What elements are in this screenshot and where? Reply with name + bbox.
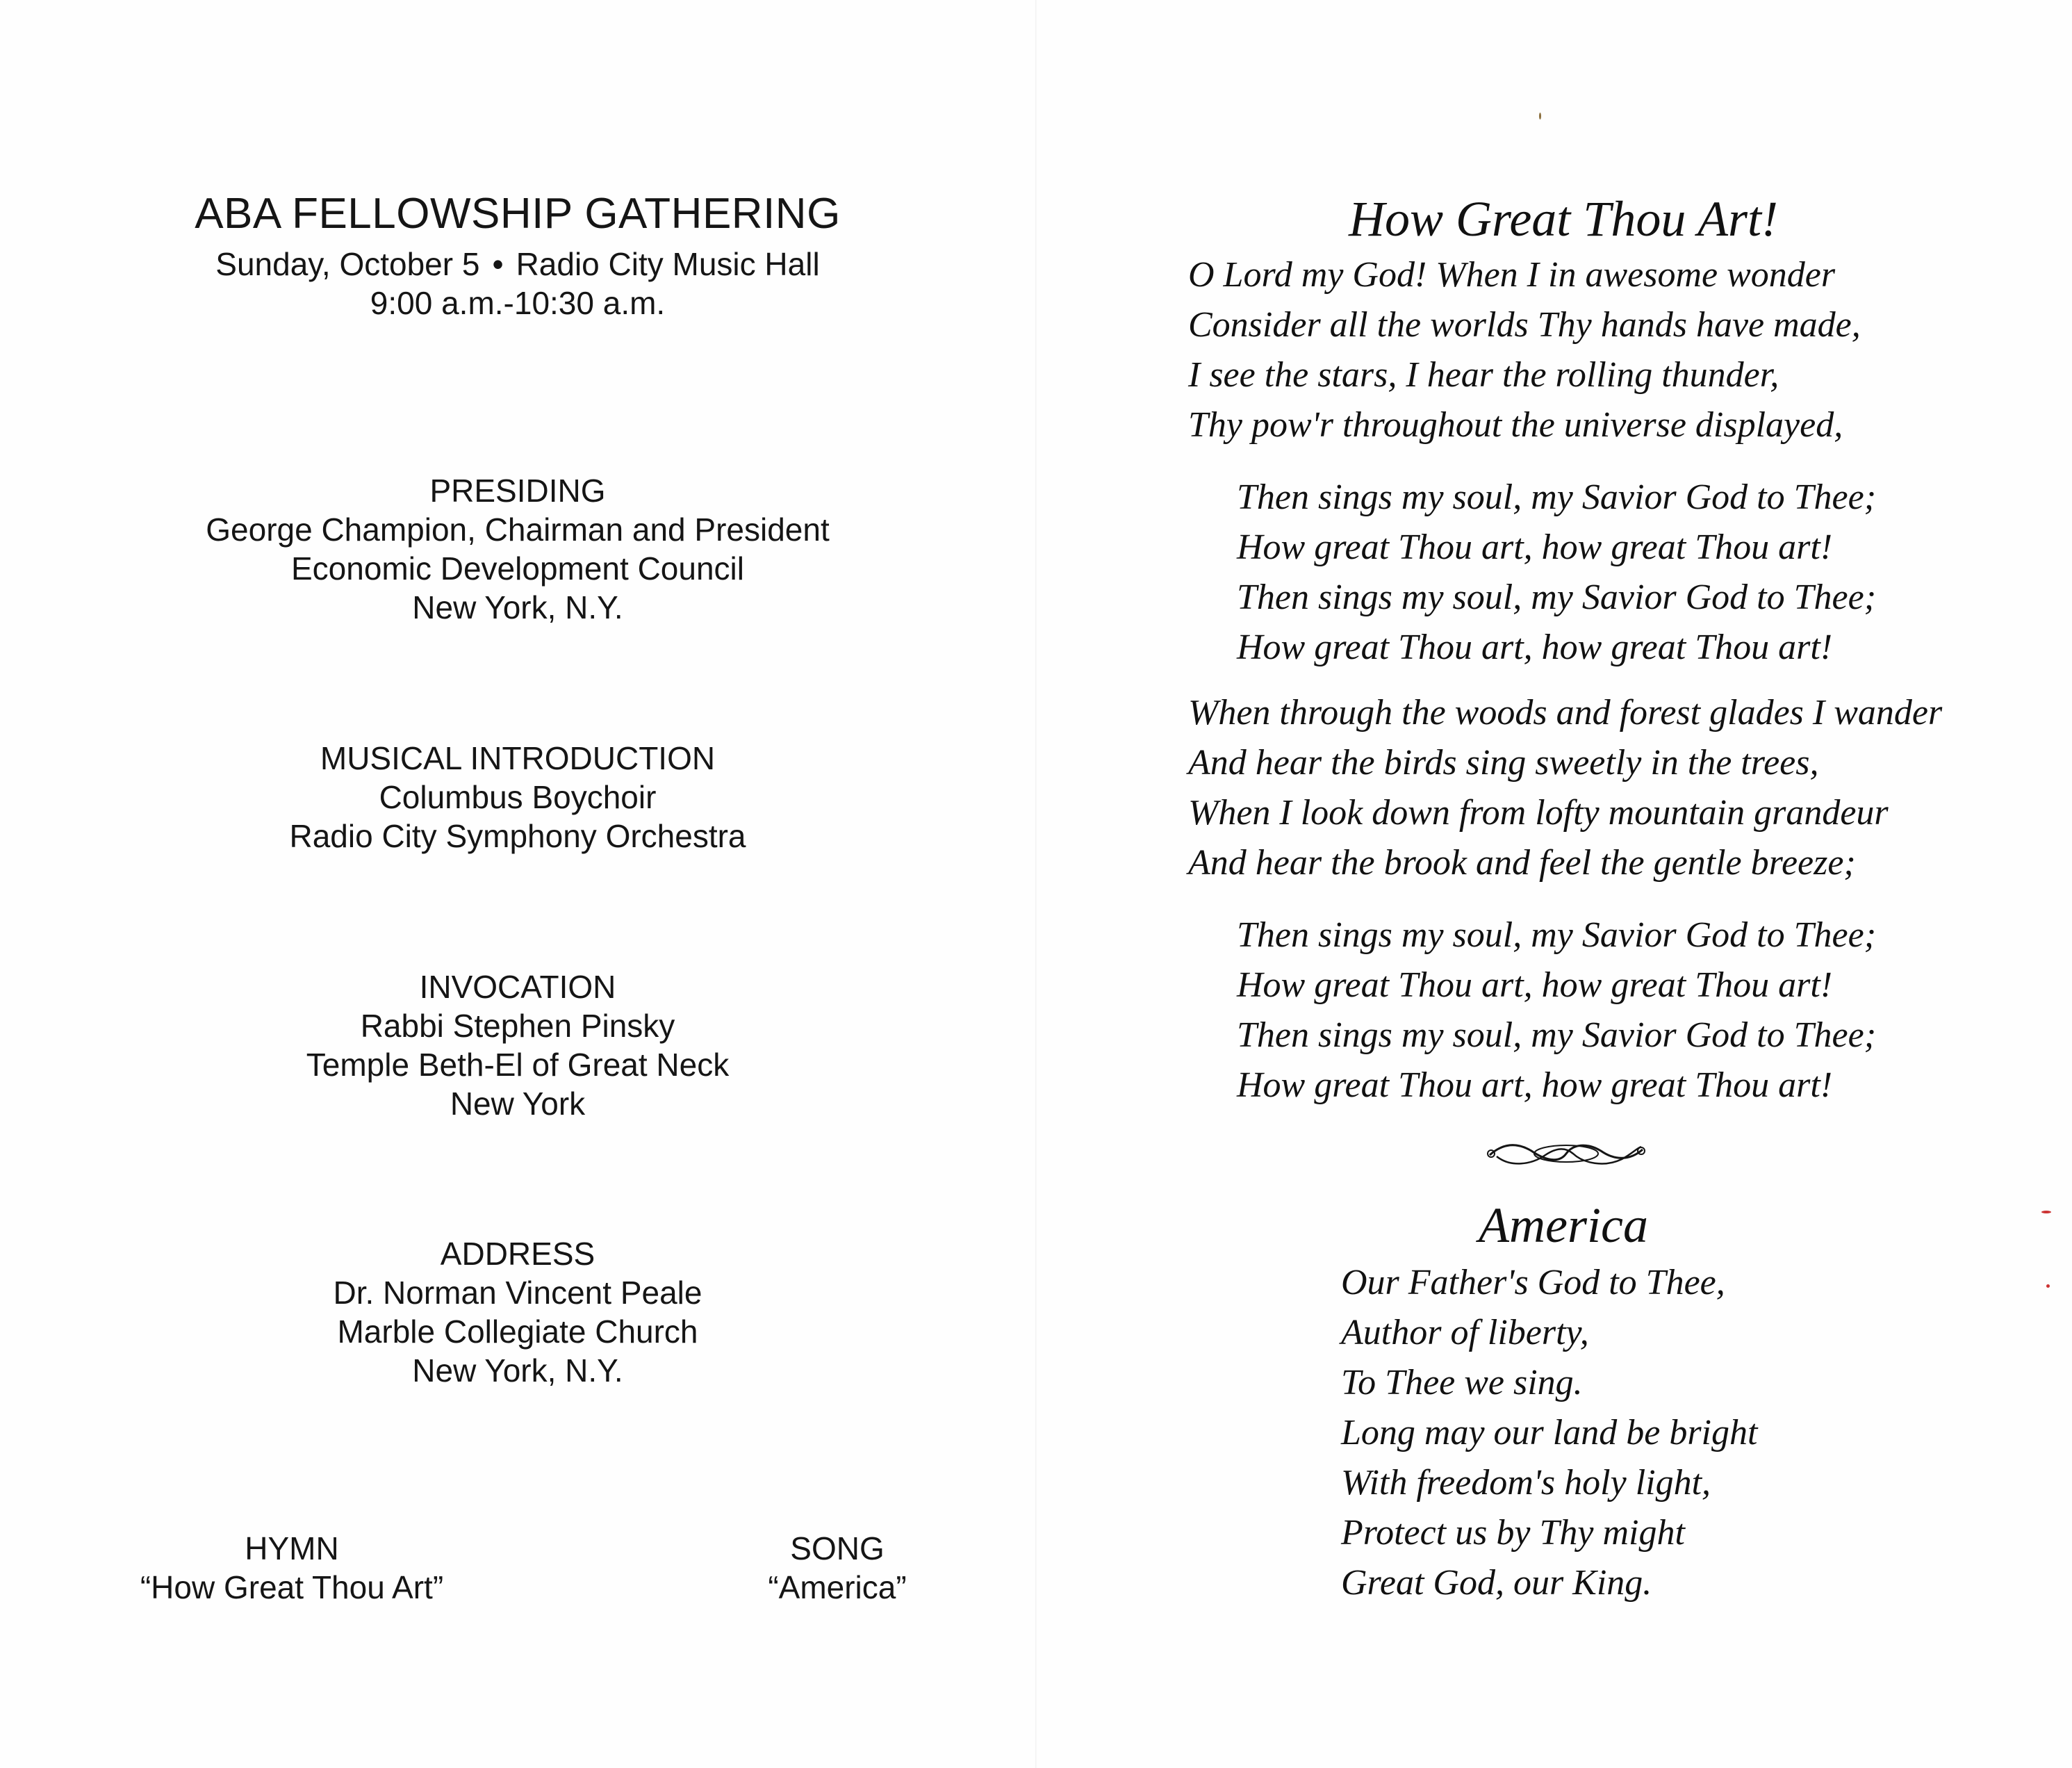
stray-ink-mark (2041, 1211, 2051, 1213)
section-line: Dr. Norman Vincent Peale (333, 1275, 702, 1311)
stray-ink-mark (2046, 1284, 2050, 1288)
lyric-line: With freedom's holy light, (1341, 1463, 1711, 1503)
lyric-line: How great Thou art, how great Thou art! (1237, 1065, 1833, 1105)
section-presiding (83, 471, 952, 627)
section-hymn (111, 1529, 472, 1607)
section-heading: ADDRESS (440, 1236, 595, 1272)
lyric-line: How great Thou art, how great Thou art! (1237, 965, 1833, 1005)
section-song (723, 1529, 952, 1607)
lyric-line: Thy pow'r throughout the universe displayed, (1188, 405, 1843, 445)
section-address (83, 1234, 952, 1390)
section-line: Marble Collegiate Church (337, 1313, 698, 1350)
hymn-lyrics-title: How Great Thou Art! (1348, 191, 1779, 247)
lyric-line: To Thee we sing. (1341, 1363, 1583, 1402)
lyric-line: I see the stars, I hear the rolling thunder, (1188, 355, 1779, 395)
program-header (83, 186, 952, 322)
lyric-line: Protect us by Thy might (1341, 1513, 1685, 1553)
lyric-line: How great Thou art, how great Thou art! (1237, 628, 1833, 667)
section-line: New York (450, 1086, 586, 1122)
program-time: 9:00 a.m.-10:30 a.m. (370, 285, 666, 321)
lyric-line: Consider all the worlds Thy hands have made, (1188, 305, 1861, 345)
lyric-line: Author of liberty, (1341, 1313, 1589, 1352)
america-verse (1341, 1258, 1757, 1608)
lyric-line: When I look down from lofty mountain grandeur (1188, 793, 1889, 833)
song-title: “America” (768, 1569, 907, 1605)
america-lyrics-title: America (1479, 1197, 1648, 1253)
section-heading: SONG (790, 1530, 885, 1566)
hymn-verse-1 (1188, 250, 1861, 450)
lyric-line: When through the woods and forest glades I wander (1188, 693, 1943, 732)
hymn-title: “How Great Thou Art” (140, 1569, 444, 1605)
lyric-line: Long may our land be bright (1341, 1413, 1758, 1452)
section-line: New York, N.Y. (412, 1352, 623, 1389)
program-title: ABA FELLOWSHIP GATHERING (195, 190, 841, 238)
lyric-line: Great God, our King. (1341, 1563, 1652, 1603)
section-heading: PRESIDING (429, 473, 606, 509)
section-line: Temple Beth-El of Great Neck (306, 1047, 730, 1083)
lyric-line: How great Thou art, how great Thou art! (1237, 527, 1833, 567)
lyric-line: And hear the brook and feel the gentle breeze; (1188, 843, 1856, 883)
stray-ink-mark (1539, 113, 1541, 120)
program-venue: Radio City Music Hall (516, 246, 820, 282)
section-line: Economic Development Council (291, 550, 744, 587)
hymn-chorus-2 (1237, 910, 1876, 1111)
page-fold (1035, 0, 1037, 1768)
section-invocation (83, 967, 952, 1123)
hymn-verse-2 (1188, 688, 1942, 888)
lyric-line: Our Father's God to Thee, (1341, 1263, 1725, 1302)
bullet-separator: • (492, 246, 504, 282)
section-musical-introduction (83, 739, 952, 856)
section-heading: INVOCATION (419, 969, 616, 1005)
lyric-line: O Lord my God! When I in awesome wonder (1188, 255, 1836, 295)
program-date-line (83, 245, 952, 284)
lyric-line: And hear the birds sing sweetly in the trees, (1188, 743, 1819, 783)
section-heading: HYMN (245, 1530, 339, 1566)
section-line: Columbus Boychoir (379, 779, 657, 815)
section-heading: MUSICAL INTRODUCTION (320, 740, 716, 776)
section-line: Radio City Symphony Orchestra (289, 818, 746, 854)
section-line: New York, N.Y. (412, 589, 623, 625)
program-date: Sunday, October 5 (215, 246, 480, 282)
scroll-flourish-icon (1483, 1129, 1650, 1177)
lyric-line: Then sings my soul, my Savior God to Thee; (1237, 915, 1877, 955)
lyric-line: Then sings my soul, my Savior God to Thee; (1237, 477, 1877, 517)
section-line: Rabbi Stephen Pinsky (360, 1008, 675, 1044)
lyric-line: Then sings my soul, my Savior God to Thee; (1237, 578, 1877, 617)
section-line: George Champion, Chairman and President (206, 511, 830, 548)
hymn-chorus-1 (1237, 473, 1876, 673)
lyric-line: Then sings my soul, my Savior God to Thee; (1237, 1015, 1877, 1055)
